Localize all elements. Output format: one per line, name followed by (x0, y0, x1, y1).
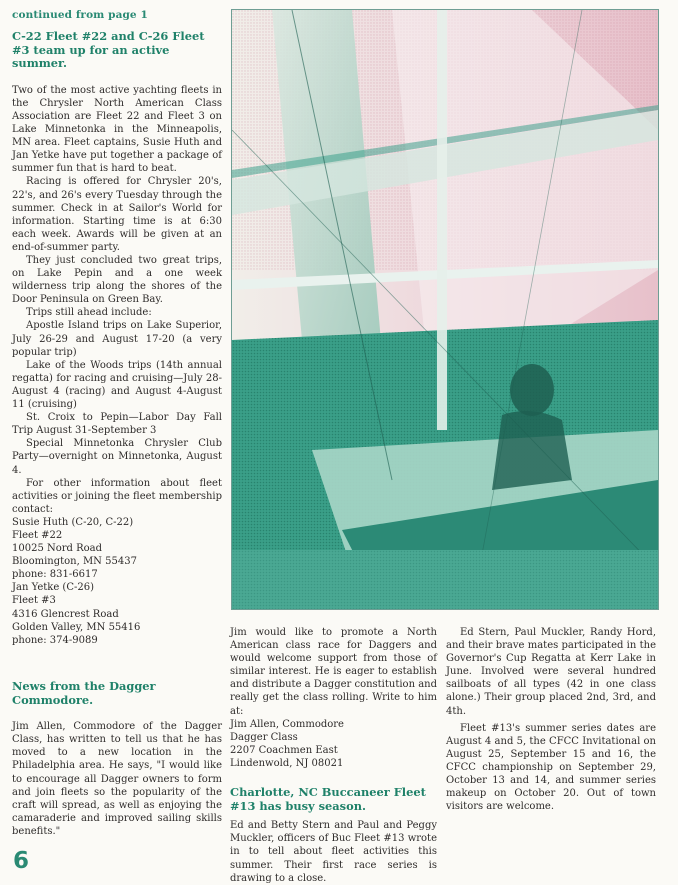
contact-line: Fleet #22 (12, 529, 63, 541)
contact-line: Golden Valley, MN 55416 (12, 621, 141, 633)
contact-block (12, 516, 222, 647)
sailboat-photo (231, 9, 659, 610)
article-title-charlotte: Charlotte, NC Buccaneer Fleet #13 has busy season. (230, 785, 426, 813)
article-charlotte-continued-column (446, 626, 656, 813)
paragraph: Lake of the Woods trips (14th annual regatta) for racing and cruising—July 28-August 4 (racing) and August 4-August 11 (cruising) (12, 359, 222, 411)
page-number: 6 (13, 848, 30, 874)
address-block (230, 718, 437, 770)
contact-line: phone: 831-6617 (12, 569, 98, 581)
address-line: Lindenwold, NJ 08021 (230, 757, 344, 769)
contact-line: Bloomington, MN 55437 (12, 556, 137, 568)
contact-line: Susie Huth (C-20, C-22) (12, 516, 134, 528)
article-title-dagger: News from the Dagger Commodore. (12, 679, 156, 707)
paragraph: Jim would like to promote a North American class race for Daggers and would welcome support from those of similar interest. He is eager to establish and distribute a Dagger constitution and really get the class rolling. Write to him at: (230, 627, 437, 717)
article-dagger-column (12, 680, 222, 838)
address-line: Dagger Class (230, 731, 298, 743)
article-title-fleet-22: C-22 Fleet #22 and C-26 Fleet #3 team up for an active summer. (12, 29, 205, 71)
sailboat-illustration (232, 10, 658, 609)
paragraph: They just concluded two great trips, on Lake Pepin and a one week wilderness trip along the shores of the Door Peninsula on Green Bay. (12, 255, 222, 306)
paragraph: Jim Allen, Commodore of the Dagger Class, has written to tell us that he has moved to a new location in the Philadelphia area. He says, "I would like to encourage all Dagger owners to form and join fleets so the popularity of the craft will spread, as well as enjoying the camaraderie and improved sailing skills benefits." (12, 721, 222, 837)
paragraph: Apostle Island trips on Lake Superior, July 26-29 and August 17-20 (a very popular trip) (12, 320, 222, 358)
contact-line: 10025 Nord Road (12, 543, 103, 555)
paragraph: Ed and Betty Stern and Paul and Peggy Muckler, officers of Buc Fleet #13 wrote in to tell about fleet activities this summer. Their first race series is drawing to a close. (230, 820, 437, 884)
paragraph: Ed Stern, Paul Muckler, Randy Hord, and their brave mates participated in the Governor's Cup Regatta at Kerr Lake in June. Involved were several hundred sailboats of all types (42 in one class alone.) Their group placed 2nd, 3rd, and 4th. (446, 627, 656, 717)
address-line: 2207 Coachmen East (230, 744, 338, 756)
paragraph: Trips still ahead include: (26, 307, 152, 319)
contact-line: 4316 Glencrest Road (12, 608, 119, 620)
paragraph: For other information about fleet activities or joining the fleet membership contact: (12, 477, 222, 515)
address-line: Jim Allen, Commodore (230, 718, 344, 730)
article-dagger-continued-column (230, 626, 437, 885)
contact-line: Fleet #3 (12, 595, 56, 607)
contact-line: phone: 374-9089 (12, 634, 98, 646)
continued-label: continued from page 1 (12, 9, 148, 21)
article-fleet-22-column (12, 30, 222, 647)
paragraph: Racing is offered for Chrysler 20's, 22's, and 26's every Tuesday through the summer. Check in at Sailor's World for information. Starting time is at 6:30 each week. Awards will be given at an end-of-summer party. (12, 176, 222, 253)
contact-line: Jan Yetke (C-26) (12, 582, 94, 594)
paragraph: Two of the most active yachting fleets in the Chrysler North American Class Association are Fleet 22 and Fleet 3 on Lake Minnetonka in the Minneapolis, MN area. Fleet captains, Susie Huth and Jan Yetke have put together a package of summer fun that is hard to beat. (12, 84, 222, 175)
paragraph: St. Croix to Pepin—Labor Day Fall Trip August 31-September 3 (12, 412, 222, 437)
paragraph: Fleet #13's summer series dates are August 4 and 5, the CFCC Invitational on August 25, September 15 and 16, the CFCC championship on September 29, October 13 and 14, and summer series makeup on October 20. Out of town visitors are welcome. (446, 722, 656, 813)
paragraph: Special Minnetonka Chrysler Club Party—overnight on Minnetonka, August 4. (12, 438, 222, 476)
